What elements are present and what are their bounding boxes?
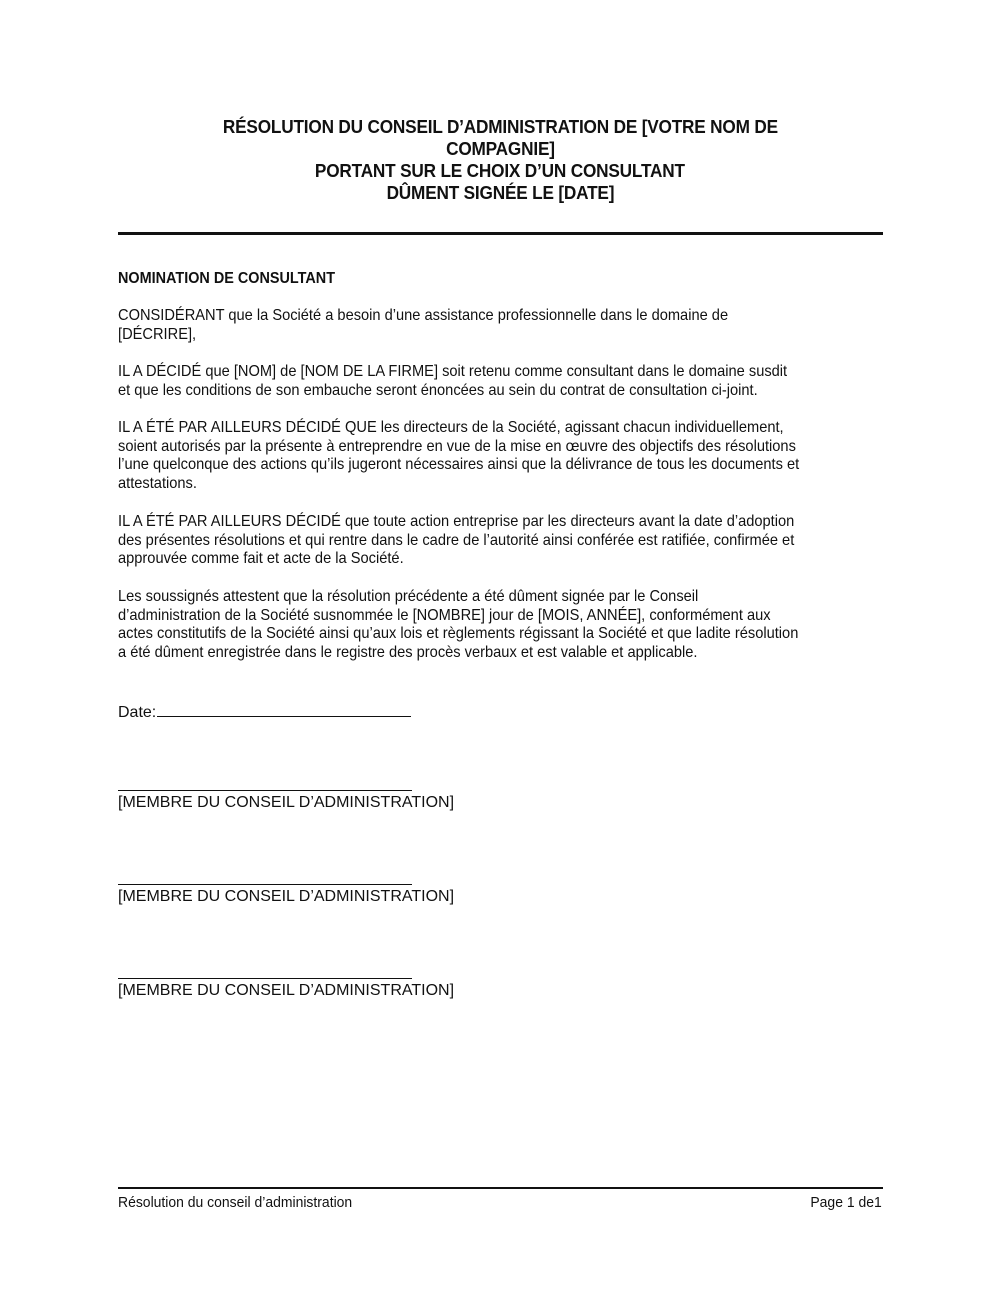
footer-page-number: Page 1 de1	[810, 1194, 882, 1211]
signature-block	[118, 790, 478, 812]
signature-label: [MEMBRE DU CONSEIL D’ADMINISTRATION]	[118, 982, 455, 999]
date-field	[118, 701, 411, 722]
signature-block	[118, 884, 478, 906]
footer-document-title: Résolution du conseil d’administration	[118, 1194, 353, 1211]
section-heading: NOMINATION DE CONSULTANT	[118, 270, 336, 287]
signature-label: [MEMBRE DU CONSEIL D’ADMINISTRATION]	[118, 888, 455, 905]
signature-block	[118, 978, 478, 1000]
signature-line[interactable]	[118, 884, 412, 885]
date-label: Date:	[118, 704, 157, 721]
header-divider	[118, 232, 883, 235]
title-line: DÛMENT SIGNÉE LE [DATE]	[386, 182, 614, 203]
date-blank-line[interactable]	[157, 701, 411, 717]
title-line: RÉSOLUTION DU CONSEIL D’ADMINISTRATION DE [VOTRE NOM DE	[222, 116, 778, 137]
paragraph-attestation: Les soussignés attestent que la résolution précédente a été dûment signée par le Conseil d’administration de la Société susnommée le [NOMBRE] jour de [MOIS, ANNÉE], conformément aux actes constitutifs de la Société ainsi qu’aux lois et règlements régissant la Société et que ladite résolution a été dûment enregistrée dans le registre des procès verbaux et est valable et applicable.	[118, 588, 799, 661]
signature-label: [MEMBRE DU CONSEIL D’ADMINISTRATION]	[118, 794, 455, 811]
paragraph-considerant: CONSIDÉRANT que la Société a besoin d’une assistance professionnelle dans le domaine de [DÉCRIRE],	[118, 307, 729, 343]
footer-divider	[118, 1187, 883, 1189]
signature-line[interactable]	[118, 790, 412, 791]
paragraph-directors-authorization: IL A ÉTÉ PAR AILLEURS DÉCIDÉ QUE les directeurs de la Société, agissant chacun individuellement, soient autorisés par la présente à entreprendre en vue de la mise en œuvre des objectifs des résolutions l’une quelconque des actions qu’ils jugeront nécessaires ainsi que la délivrance de tous les documents et attestations.	[118, 419, 800, 492]
document-title	[118, 116, 882, 204]
title-line: COMPAGNIE]	[445, 138, 555, 159]
signature-line[interactable]	[118, 978, 412, 979]
title-line: PORTANT SUR LE CHOIX D’UN CONSULTANT	[315, 160, 685, 181]
paragraph-ratification: IL A ÉTÉ PAR AILLEURS DÉCIDÉ que toute action entreprise par les directeurs avant la date d’adoption des présentes résolutions et qui rentre dans le cadre de l’autorité ainsi conférée est ratifiée, confirmée et approuvée comme fait et acte de la Société.	[118, 513, 795, 568]
paragraph-decision: IL A DÉCIDÉ que [NOM] de [NOM DE LA FIRME] soit retenu comme consultant dans le domaine susdit et que les conditions de son embauche seront énoncées au sein du contrat de consultation ci-joint.	[118, 363, 788, 399]
